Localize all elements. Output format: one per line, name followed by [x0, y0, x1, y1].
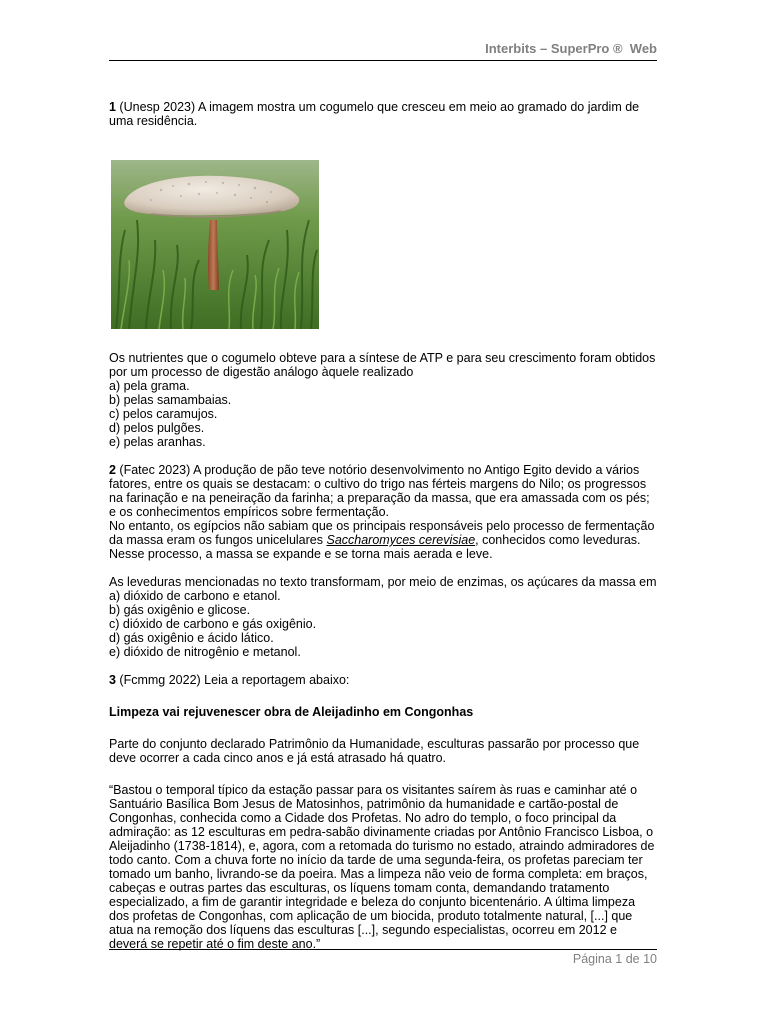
- answer-option: b) pelas samambaias.: [109, 393, 232, 407]
- answer-option: e) pelas aranhas.: [109, 435, 206, 449]
- answer-option: a) pela grama.: [109, 379, 190, 393]
- answer-option: e) dióxido de nitrogênio e metanol.: [109, 645, 301, 659]
- question-1-stem: Os nutrientes que o cogumelo obteve para a síntese de ATP e para seu crescimento foram obtidos por um processo de digestão análogo àquele realizado: [109, 351, 656, 379]
- answer-option: c) dióxido de carbono e gás oxigênio.: [109, 617, 317, 631]
- page-number: Página 1 de 10: [572, 952, 657, 966]
- question-2-paragraph: No entanto, os egípcios não sabiam que os principais responsáveis pelo processo de fermentação da massa eram os fungos unicelulares Saccharomyces cerevisiae, conhecidos como leveduras. Nesse processo, a massa se expande e se torna mais aerada e leve.: [109, 519, 655, 561]
- answer-option: b) gás oxigênio e glicose.: [109, 603, 251, 617]
- mushroom-photo: [111, 160, 319, 329]
- species-name: Saccharomyces cerevisiae: [326, 533, 476, 547]
- article-headline: Limpeza vai rejuvenescer obra de Aleijadinho em Congonhas: [109, 705, 474, 719]
- article-quote: “Bastou o temporal típico da estação passar para os visitantes saírem às ruas e caminhar até o Santuário Basílica Bom Jesus de Matosinhos, patrimônio da humanidade e cartão-postal de Congonhas, conhecida como a Cidade dos Profetas. No adro do templo, o foco principal da admiração: as 12 esculturas em pedra-sabão divinamente criadas por Antônio Francisco Lisboa, o Aleijadinho (1738-1814), e, agora, com a retomada do turismo no estado, atraindo admiradores de todo canto. Com a chuva forte no início da tarde de uma segunda-feira, os profetas pareciam ter tomado um banho, livrando-se da poeira. Mas a limpeza não veio de forma completa: em braços, cabeças e outras partes das esculturas, os líquens tomam conta, demandando tratamento especializado, a fim de garantir integridade e beleza do conjunto bicentenário. A última limpeza dos profetas de Congonhas, com aplicação de um biocida, produto totalmente natural, [...] que atua na remoção dos líquens das esculturas [...], segundo especialistas, ocorreu em 2012 e deverá se repetir até o fim deste ano.”: [109, 783, 655, 951]
- footer-divider: [109, 949, 657, 950]
- answer-option: c) pelos caramujos.: [109, 407, 218, 421]
- article-lead: Parte do conjunto declarado Patrimônio da Humanidade, esculturas passarão por processo que deve ocorrer a cada cinco anos e já está atrasado há quatro.: [109, 737, 640, 765]
- question-number: 2: [109, 463, 116, 477]
- question-2-intro: 2 (Fatec 2023) A produção de pão teve notório desenvolvimento no Antigo Egito devido a vários fatores, entre os quais se destacam: o cultivo do trigo nas férteis margens do Nilo; os progressos na farinação e na peneiração da farinha; a preparação da massa, que era amassada com os pés; e os conhecimentos empíricos sobre fermentação.: [109, 463, 650, 519]
- header-divider: [109, 60, 657, 61]
- question-1-intro: 1 (Unesp 2023) A imagem mostra um cogumelo que cresceu em meio ao gramado do jardim de uma residência.: [109, 100, 640, 128]
- question-number: 3: [109, 673, 116, 687]
- page-header: Interbits – SuperPro ® Web: [485, 41, 657, 56]
- answer-option: d) pelos pulgões.: [109, 421, 205, 435]
- answer-option: d) gás oxigênio e ácido lático.: [109, 631, 274, 645]
- question-number: 1: [109, 100, 116, 114]
- document-body: [109, 100, 657, 951]
- question-3-intro: 3 (Fcmmg 2022) Leia a reportagem abaixo:: [109, 673, 350, 687]
- question-2-stem: As leveduras mencionadas no texto transformam, por meio de enzimas, os açúcares da massa em: [109, 575, 657, 589]
- answer-option: a) dióxido de carbono e etanol.: [109, 589, 281, 603]
